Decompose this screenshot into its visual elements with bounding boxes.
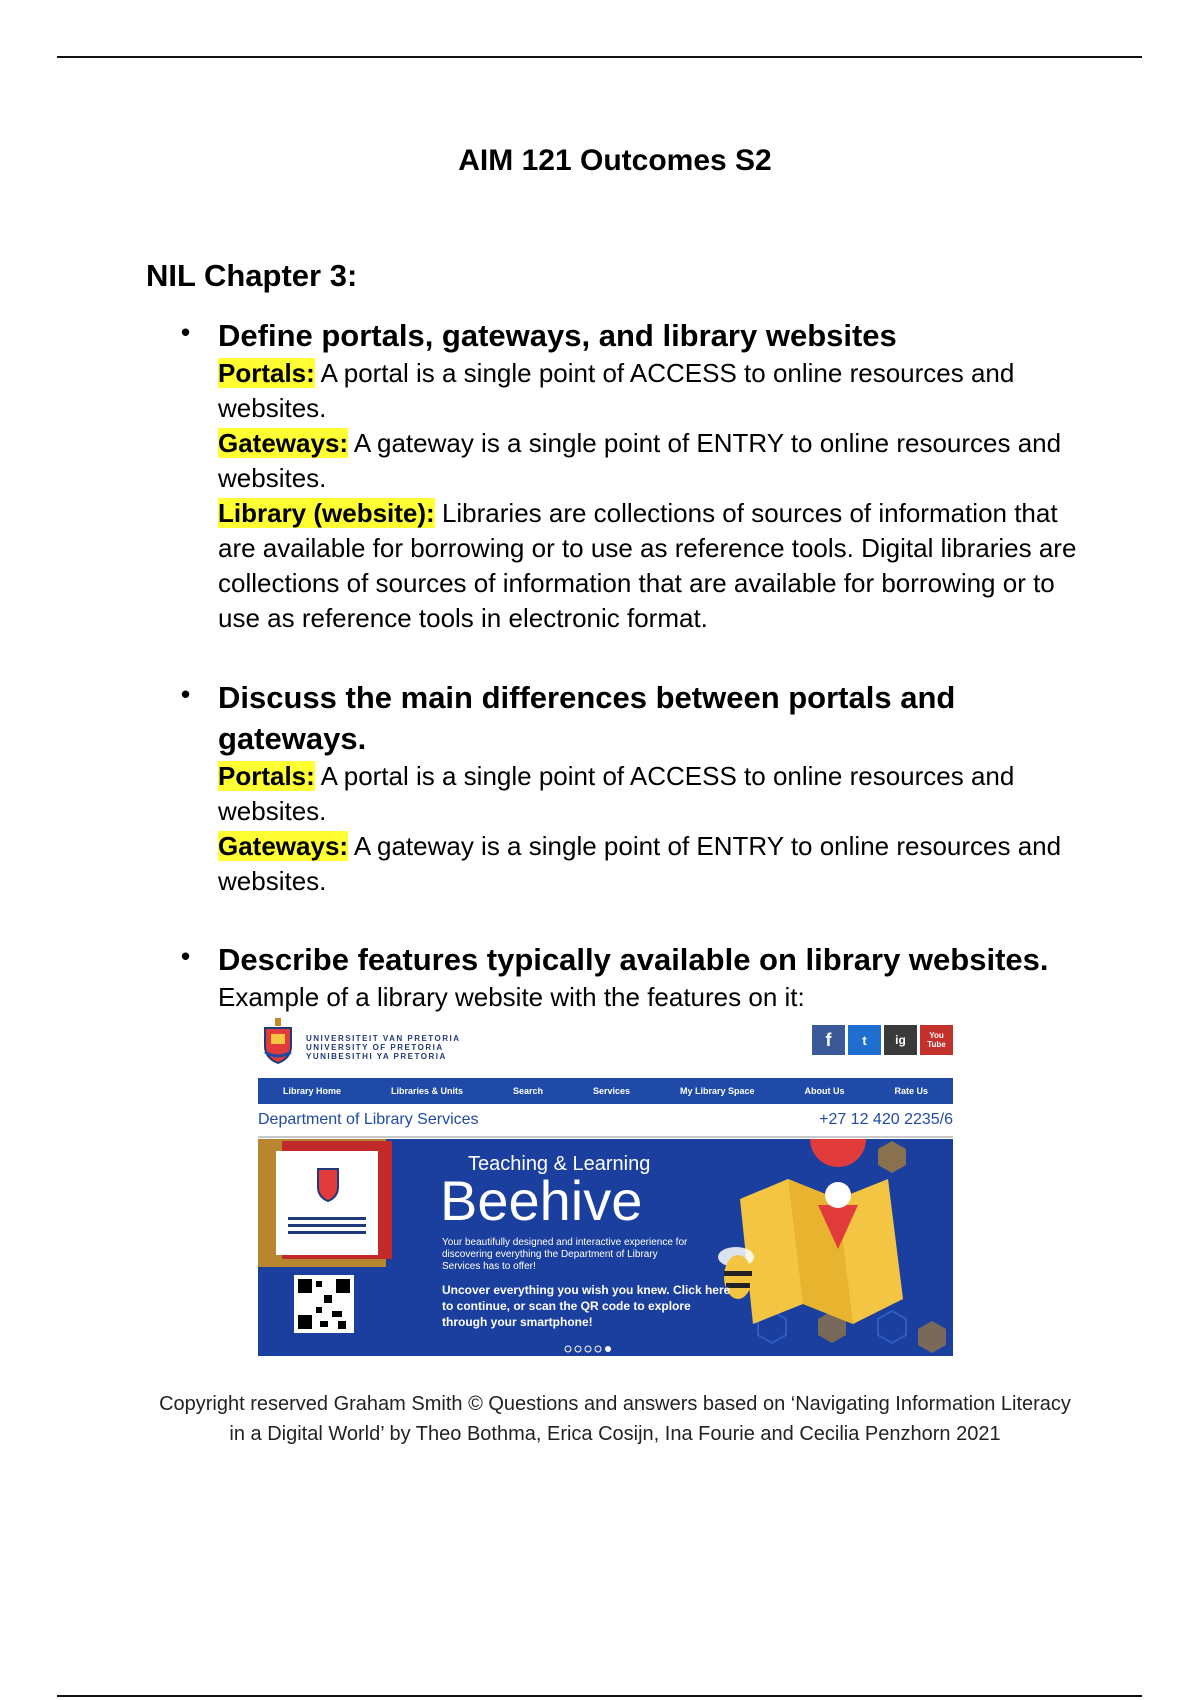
top-rule bbox=[57, 56, 1142, 58]
phone-number: +27 12 420 2235/6 bbox=[819, 1111, 953, 1128]
twitter-icon: t bbox=[848, 1025, 881, 1055]
copyright-notice bbox=[0, 1389, 1200, 1449]
section-heading: Describe features typically available on library websites. bbox=[218, 942, 1049, 977]
qr-block bbox=[320, 1321, 328, 1327]
divider bbox=[258, 1136, 953, 1138]
library-website-screenshot bbox=[258, 1013, 953, 1356]
bee-stripe bbox=[724, 1271, 752, 1276]
qr-block bbox=[316, 1281, 322, 1287]
qr-block bbox=[298, 1279, 312, 1293]
banner-cta: Uncover everything you wish you knew. Click here to continue, or scan the QR code to explore through your smartphone! bbox=[442, 1283, 731, 1329]
definition-item bbox=[218, 759, 1098, 829]
youtube-icon: You Tube bbox=[920, 1025, 953, 1055]
copyright-line: Copyright reserved Graham Smith © Questions and answers based on ‘Navigating Information Literacy bbox=[159, 1393, 1071, 1415]
university-line: YUNIBESITHI YA PRETORIA bbox=[306, 1052, 447, 1061]
department-label: Department of Library Services bbox=[258, 1111, 479, 1128]
copyright-line: in a Digital World’ by Theo Bothma, Erica Cosijn, Ina Fourie and Cecilia Penzhorn 2021 bbox=[229, 1423, 1001, 1445]
university-line: UNIVERSITY OF PRETORIA bbox=[306, 1043, 444, 1052]
nav-item: About Us bbox=[804, 1086, 845, 1096]
section-define bbox=[181, 315, 1098, 636]
card-crest-icon bbox=[318, 1169, 338, 1201]
carousel-dot bbox=[575, 1346, 581, 1352]
bullet-icon: • bbox=[181, 317, 191, 347]
qr-block bbox=[324, 1295, 332, 1303]
university-crest-icon bbox=[261, 1018, 295, 1064]
bottom-rule bbox=[57, 1695, 1142, 1697]
nav-item: Search bbox=[512, 1086, 544, 1096]
library-nav-bar bbox=[258, 1078, 953, 1104]
card-white bbox=[276, 1151, 378, 1255]
location-pin-icon bbox=[810, 1139, 866, 1167]
carousel-dot-active bbox=[605, 1346, 611, 1352]
term-label: Gateways: bbox=[218, 428, 349, 458]
nav-item: Rate Us bbox=[894, 1086, 928, 1096]
beehive-banner bbox=[258, 1139, 953, 1356]
carousel-dot bbox=[595, 1346, 601, 1352]
nav-item: Services bbox=[592, 1086, 631, 1096]
carousel-dot bbox=[585, 1346, 591, 1352]
bullet-icon: • bbox=[181, 941, 191, 971]
term-label: Library (website): bbox=[218, 498, 435, 528]
definition-text: A portal is a single point of ACCESS to online resources and websites. bbox=[218, 761, 1015, 826]
qr-block bbox=[316, 1307, 322, 1313]
page-title: AIM 121 Outcomes S2 bbox=[458, 144, 772, 177]
facebook-icon: f bbox=[812, 1025, 845, 1055]
card-text-line bbox=[288, 1224, 366, 1227]
definition-item bbox=[218, 426, 1098, 496]
qr-block bbox=[332, 1311, 342, 1317]
university-line: UNIVERSITEIT VAN PRETORIA bbox=[306, 1034, 461, 1043]
nav-item: My Library Space bbox=[680, 1086, 755, 1096]
banner-subtitle: Teaching & Learning bbox=[468, 1153, 651, 1175]
definition-text: Libraries are collections of sources of information that are available for borrowing or to use as reference tools. Digital libraries are collections of sources of information that are available for borrowing or to use as reference tools in electronic format. bbox=[218, 498, 1077, 633]
qr-block bbox=[298, 1315, 312, 1329]
definition-item bbox=[218, 829, 1098, 899]
definition-text: A portal is a single point of ACCESS to online resources and websites. bbox=[218, 358, 1015, 423]
card-text-line bbox=[288, 1217, 366, 1220]
location-pin-dot bbox=[825, 1182, 851, 1208]
definition-item bbox=[218, 496, 1098, 636]
banner-title: Beehive bbox=[440, 1169, 643, 1232]
term-label: Gateways: bbox=[218, 831, 349, 861]
instagram-icon: ig bbox=[884, 1025, 917, 1055]
honeycomb-hex bbox=[918, 1321, 946, 1353]
nav-item: Libraries & Units bbox=[390, 1086, 464, 1096]
section-heading: Define portals, gateways, and library websites bbox=[218, 318, 897, 353]
bullet-icon: • bbox=[181, 679, 191, 709]
qr-block bbox=[336, 1279, 350, 1293]
university-name bbox=[306, 1034, 461, 1061]
section-differences bbox=[181, 677, 1098, 899]
section-heading: Discuss the main differences between portals and gateways. bbox=[218, 680, 956, 756]
social-links bbox=[812, 1025, 953, 1055]
definition-text: A gateway is a single point of ENTRY to online resources and websites. bbox=[218, 428, 1062, 493]
banner-description: Your beautifully designed and interactive experience for discovering everything the Department of Library Services has to offer! bbox=[442, 1237, 688, 1272]
nav-item: Library Home bbox=[282, 1086, 342, 1096]
definition-item bbox=[218, 356, 1098, 426]
example-intro: Example of a library website with the features on it: bbox=[218, 982, 805, 1012]
qr-block bbox=[338, 1321, 346, 1329]
card-text-line bbox=[288, 1231, 366, 1234]
definition-text: A gateway is a single point of ENTRY to online resources and websites. bbox=[218, 831, 1062, 896]
term-label: Portals: bbox=[218, 358, 315, 388]
term-label: Portals: bbox=[218, 761, 315, 791]
honeycomb-hex bbox=[878, 1141, 906, 1173]
section-features bbox=[181, 939, 1098, 1015]
chapter-heading: NIL Chapter 3: bbox=[146, 258, 358, 293]
honeycomb-hex bbox=[878, 1311, 906, 1343]
carousel-dot bbox=[565, 1346, 571, 1352]
